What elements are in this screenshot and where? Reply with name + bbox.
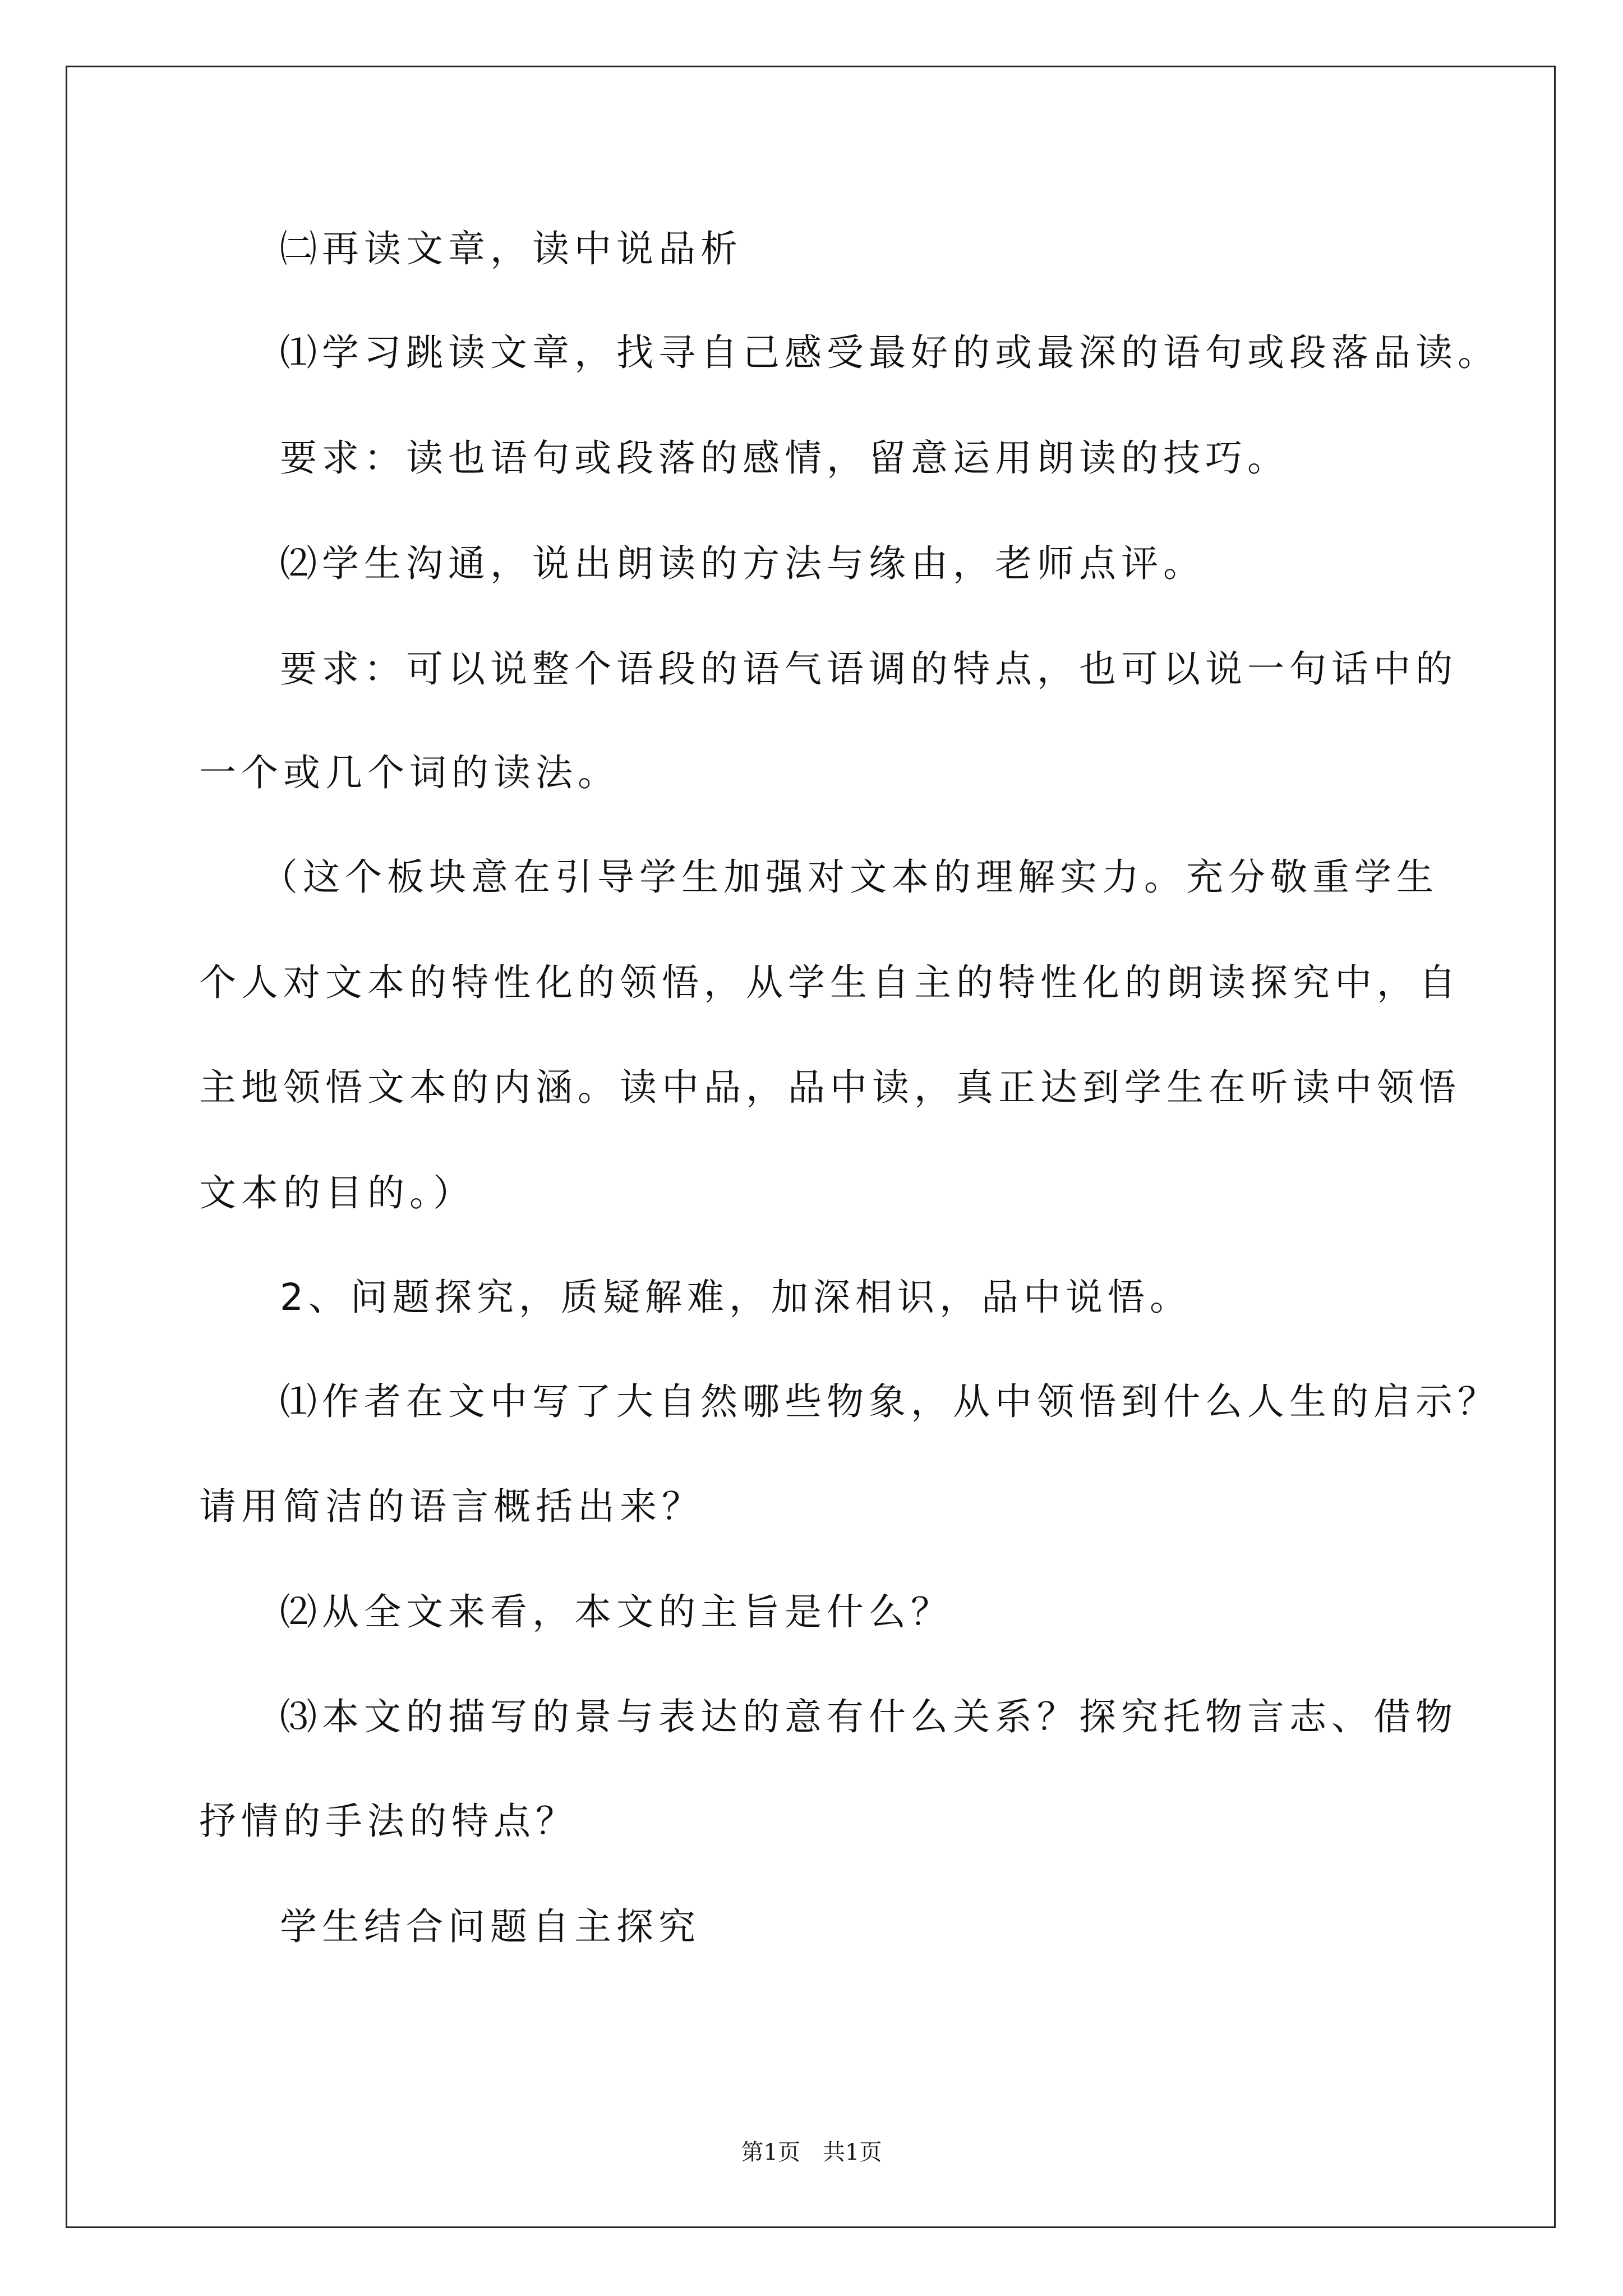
text-line: 要求：读也语句或段落的感情，留意运用朗读的技巧。 [280,436,1289,480]
text-line: ⑶本文的描写的景与表达的意有什么关系？探究托物言志、借物 [280,1695,1458,1738]
text-line: 文本的目的。） [199,1171,475,1214]
text-line: 2、问题探究，质疑解难，加深相识，品中说悟。 [280,1276,1192,1319]
text-line: 一个或几个词的读法。 [199,751,620,794]
text-line: 主地领悟文本的内涵。读中品，品中读，真正达到学生在听读中领悟 [199,1066,1461,1109]
text-line: （这个板块意在引导学生加强对文本的理解实力。充分敬重学生 [261,855,1438,899]
text-line: ⑴学习跳读文章，找寻自己感受最好的或最深的语句或段落品读。 [280,331,1500,374]
text-line: ⑴作者在文中写了大自然哪些物象，从中领悟到什么人生的启示？ [280,1380,1500,1423]
text-line: ㈡再读文章，读中说品析 [280,227,743,270]
page-border [66,66,1556,2228]
text-line: ⑵从全文来看，本文的主旨是什么？ [280,1590,953,1634]
text-line: 请用简洁的语言概括出来？ [199,1485,704,1528]
text-line: 要求：可以说整个语段的语气语调的特点，也可以说一句话中的 [280,647,1458,691]
text-line: ⑵学生沟通，说出朗读的方法与缘由，老师点评。 [280,542,1205,585]
text-line: 个人对文本的特性化的领悟，从学生自主的特性化的朗读探究中，自 [199,961,1461,1004]
text-line: 抒情的手法的特点？ [199,1800,578,1843]
page-number-footer: 第1页 共1页 [741,2139,882,2165]
text-line: 学生结合问题自主探究 [280,1905,700,1948]
